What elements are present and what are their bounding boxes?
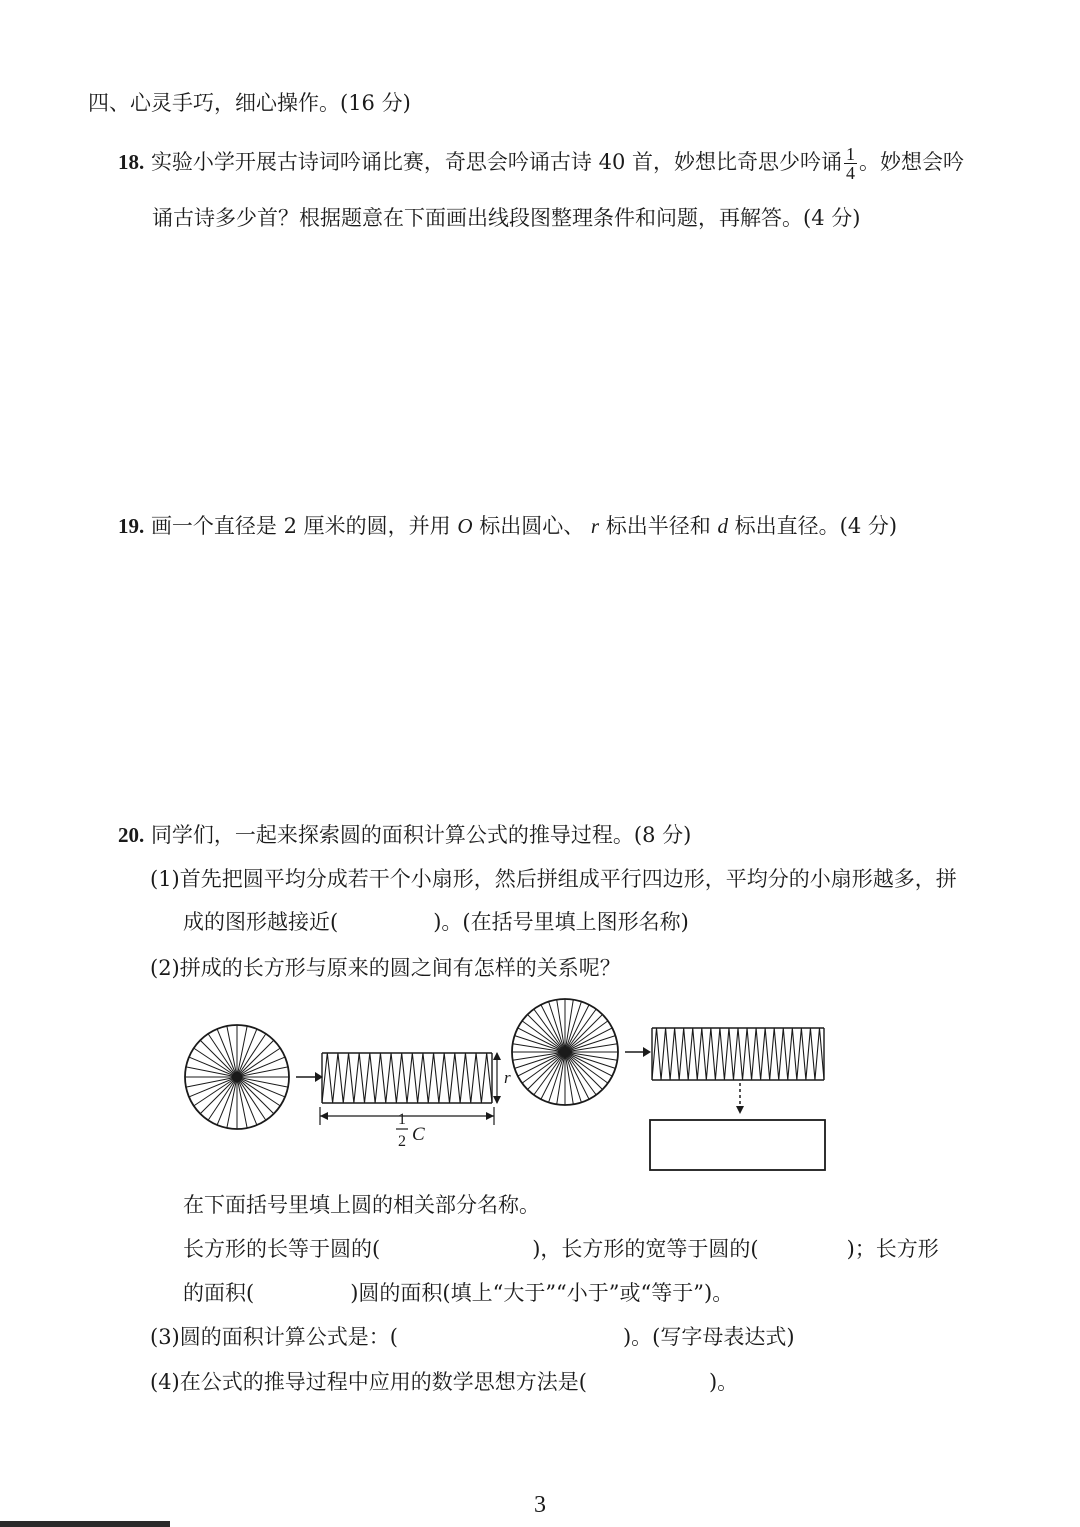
q20-part1-line1: (1)首先把圆平均分成若干个小扇形，然后拼组成平行四边形，平均分的小扇形越多，拼 (150, 867, 957, 891)
q19-text-2: 标出圆心、 (479, 514, 585, 538)
q18-text-b: 。妙想会吟 (859, 150, 965, 174)
q20-relation-line2 (183, 1278, 733, 1308)
rel2-b: )圆的面积(填上“大于”“小于”或“等于”)。 (350, 1281, 734, 1305)
sector-circle-right (512, 999, 618, 1105)
q18-frac-den: 4 (846, 163, 856, 183)
page-number: 3 (534, 1492, 546, 1518)
q19-text-3: 标出半径和 (605, 514, 711, 538)
q19-symbol-o: O (457, 514, 473, 538)
label-c: C (412, 1124, 425, 1145)
radius-dimension (493, 1052, 511, 1104)
sector-circle-left (185, 1025, 289, 1129)
zigzag-parallelogram-1 (322, 1053, 492, 1103)
rel-b: )，长方形的宽等于圆的( (532, 1237, 759, 1261)
q20-relation-line1 (183, 1234, 939, 1264)
page-bottom-rule (0, 1521, 170, 1527)
p4-b: )。 (708, 1370, 739, 1394)
half-circumference-dimension (320, 1107, 494, 1150)
q19-text-4: 标出直径。(4 分) (734, 514, 898, 538)
q18-frac-num: 1 (846, 144, 856, 164)
label-half-num: 1 (398, 1111, 406, 1128)
zigzag-parallelogram-2 (652, 1028, 824, 1080)
q18-number: 18. (118, 150, 145, 174)
arrow-right-1 (296, 1072, 323, 1082)
answer-rectangle-box[interactable] (650, 1120, 825, 1170)
dashed-arrow-down (736, 1083, 744, 1114)
rel-c: )；长方形 (846, 1237, 939, 1261)
q20-instruction: 在下面括号里填上圆的相关部分名称。 (183, 1193, 540, 1217)
q20-number: 20. (118, 823, 145, 847)
q18-fraction (844, 145, 857, 182)
arrow-right-2 (625, 1047, 651, 1057)
label-half-den: 2 (398, 1133, 406, 1150)
q19-symbol-r: r (590, 514, 600, 538)
p4-a: (4)在公式的推导过程中应用的数学思想方法是( (150, 1370, 587, 1394)
q20-intro-text: 同学们，一起来探索圆的面积计算公式的推导过程。(8 分) (150, 823, 692, 847)
q18-line1 (118, 145, 964, 182)
p3-b: )。(写字母表达式) (622, 1325, 795, 1349)
rel-a: 长方形的长等于圆的( (183, 1237, 381, 1261)
q20-part4 (150, 1367, 738, 1397)
q19-symbol-d: d (717, 514, 728, 538)
q20-part1-line2 (183, 907, 689, 937)
q19-number: 19. (118, 514, 145, 538)
q18-line2: 诵古诗多少首？根据题意在下面画出线段图整理条件和问题，再解答。(4 分) (152, 206, 861, 230)
label-r: r (504, 1068, 511, 1087)
q19-text-1: 画一个直径是 2 厘米的圆，并用 (150, 514, 451, 538)
section-title: 四、心灵手巧，细心操作。(16 分) (88, 91, 411, 115)
q19-line (118, 511, 897, 541)
q20-part1-line2-b: )。(在括号里填上图形名称) (433, 910, 689, 934)
q20-part2: (2)拼成的长方形与原来的圆之间有怎样的关系呢？ (150, 956, 621, 980)
q20-part1-line2-a: 成的图形越接近( (183, 910, 339, 934)
circle-to-rectangle-figure (175, 995, 835, 1175)
rel2-a: 的面积( (183, 1281, 255, 1305)
q20-part3 (150, 1322, 795, 1352)
q18-text-a: 实验小学开展古诗词吟诵比赛，奇思会吟诵古诗 40 首，妙想比奇思少吟诵 (150, 150, 843, 174)
p3-a: (3)圆的面积计算公式是：( (150, 1325, 398, 1349)
q20-intro (118, 820, 691, 850)
